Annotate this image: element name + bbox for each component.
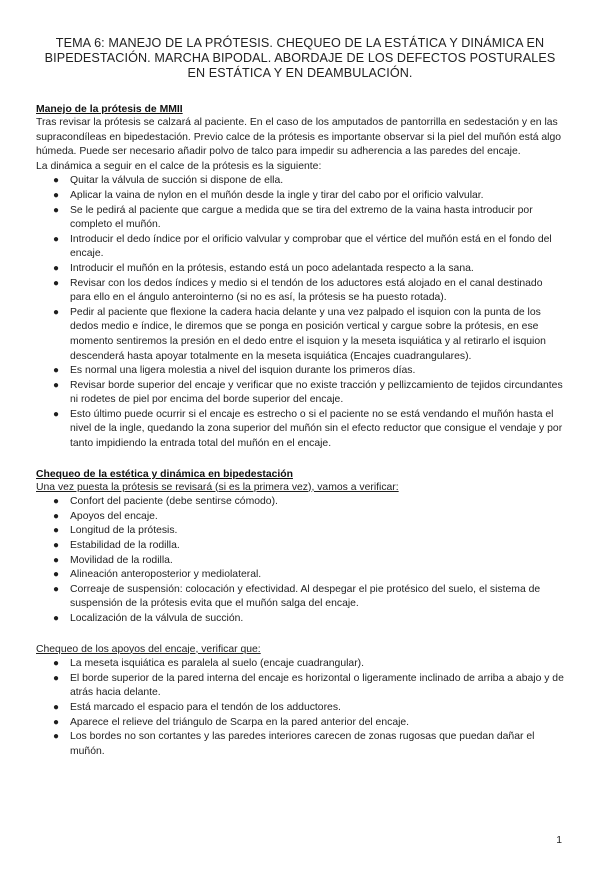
list-item: ● Aplicar la vaina de nylon en el muñón desde la ingle y tirar del cabo por el orificio valvular. (36, 189, 564, 204)
document-page (0, 36, 600, 884)
bullet-icon: ● (53, 613, 60, 624)
bullet-icon: ● (53, 569, 60, 581)
section2-list (36, 495, 564, 626)
bullet-icon: ● (53, 658, 60, 670)
bullet-icon: ● (53, 306, 60, 318)
section3-lead: Chequeo de los apoyos del encaje, verificar que: (36, 643, 261, 655)
list-item: ● Quitar la válvula de succión si dispone de ella. (36, 174, 564, 189)
list-item: ● Localización de la válvula de succión. (36, 612, 564, 627)
bullet-icon: ● (53, 408, 60, 420)
list-item: ● La meseta isquiática es paralela al suelo (encaje cuadrangular). (36, 657, 564, 672)
list-item: ● Revisar borde superior del encaje y verificar que no existe tracción y pellizcamiento de tejidos circundantes ni rodetes de piel por encima del borde superior del encaje. (53, 379, 563, 406)
section1-list (36, 174, 564, 451)
bullet-icon: ● (53, 672, 60, 684)
list-item: ● Introducir el muñón en la prótesis, estando está un poco adelantada respecto a la sana. (36, 262, 564, 277)
list-item: ● Esto último puede ocurrir si el encaje es estrecho o si el paciente no se está vendando el muñón hasta el nivel de la ingle, quedando la zona superior del muñón sin el efecto reductor que consigue el vendaje y por tanto impidiendo la entrada total del muñón en el encaje. (53, 408, 563, 450)
page-title: TEMA 6: MANEJO DE LA PRÓTESIS. CHEQUEO DE LA ESTÁTICA Y DINÁMICA EN BIPEDESTACIÓN. MARCHA BIPODAL. ABORDAJE DE LOS DEFECTOS POSTURALES EN ESTÁTICA Y EN DEAMBULACIÓN. (44, 36, 556, 80)
list-item: ● Es normal una ligera molestia a nivel del isquion durante los primeros días. (36, 364, 564, 379)
section2-lead: Una vez puesta la prótesis se revisará (si es la primera vez), vamos a verificar: (36, 481, 399, 493)
list-item: ● Correaje de suspensión: colocación y efectividad. Al despegar el pie protésico del suelo, el sistema de suspensión de la prótesis evita que el muñón salga del encaje. (53, 583, 541, 610)
bullet-icon: ● (53, 365, 60, 377)
bullet-icon: ● (53, 716, 60, 728)
list-item: ● Se le pedirá al paciente que cargue a medida que se tira del extremo de la vaina hasta introducir por completo el muñón. (53, 204, 533, 231)
page-number: 1 (556, 835, 562, 846)
list-item: ● Los bordes no son cortantes y las paredes interiores carecen de zonas rugosas que puedan dañar el muñón. (53, 731, 535, 757)
bullet-icon: ● (53, 379, 60, 391)
bullet-icon: ● (53, 204, 60, 216)
list-item: ● Pedir al paciente que flexione la cadera hacia delante y una vez palpado el isquion con la punta de los dedos medio e índice, le diremos que se ponga en posición vertical y cargue sobre la prótesis, en ese momento sentiremos la presión en el dedo entre el isquion y la meseta isquiática y al retirarlo el isquion descenderá hasta apoyar totalmente en la meseta isquiática (Encajes cuadrangulares). (53, 306, 546, 362)
bullet-icon: ● (53, 189, 60, 201)
list-item: ● Revisar con los dedos índices y medio si el tendón de los aductores está alojado en el canal destinado para ello en el ángulo anterointerno (si no es así, la prótesis se ha puesto rotada). (53, 277, 543, 304)
list-item: ● El borde superior de la pared interna del encaje es horizontal o ligeramente inclinado de arriba a abajo y de atrás hacia delante. (53, 672, 564, 699)
bullet-icon: ● (53, 510, 60, 522)
section1-intro: Tras revisar la prótesis se calzará al paciente. En el caso de los amputados de pantorrilla en sedestación y en las supracondíleas en bipedestación. Previo calce de la prótesis es importante observar si la piel del muñón está algo húmeda. Puede ser necesario añadir polvo de talco para impedir su adherencia a las paredes del encaje. (36, 117, 562, 158)
list-item: ● Movilidad de la rodilla. (36, 554, 564, 569)
section-heading-chequeo: Chequeo de la estética y dinámica en bipedestación (36, 468, 293, 480)
bullet-icon: ● (53, 583, 60, 595)
section1-lead: La dinámica a seguir en el calce de la prótesis es la siguiente: (36, 160, 322, 172)
bullet-icon: ● (53, 175, 60, 187)
list-item: ● Apoyos del encaje. (36, 510, 564, 525)
section3-list (36, 657, 564, 759)
section-heading-manejo: Manejo de la prótesis de MMII (36, 104, 183, 115)
bullet-icon: ● (53, 262, 60, 274)
list-item: ● Está marcado el espacio para el tendón de los adductores. (36, 701, 564, 716)
bullet-icon: ● (53, 701, 60, 713)
bullet-icon: ● (53, 525, 60, 537)
bullet-icon: ● (53, 540, 60, 552)
list-item: ● Estabilidad de la rodilla. (36, 539, 564, 554)
bullet-icon: ● (53, 277, 60, 289)
bullet-icon: ● (53, 496, 60, 508)
bullet-icon: ● (53, 731, 60, 743)
list-item: ● Longitud de la prótesis. (36, 524, 564, 539)
list-item: ● Introducir el dedo índice por el orificio valvular y comprobar que el vértice del muñón está en el fondo del encaje. (53, 233, 552, 260)
bullet-icon: ● (53, 233, 60, 245)
list-item: ● Confort del paciente (debe sentirse cómodo). (36, 495, 564, 510)
list-item: ● Aparece el relieve del triángulo de Scarpa en la pared anterior del encaje. (36, 716, 564, 731)
list-item: ● Alineación anteroposterior y mediolateral. (36, 568, 564, 583)
bullet-icon: ● (53, 554, 60, 566)
